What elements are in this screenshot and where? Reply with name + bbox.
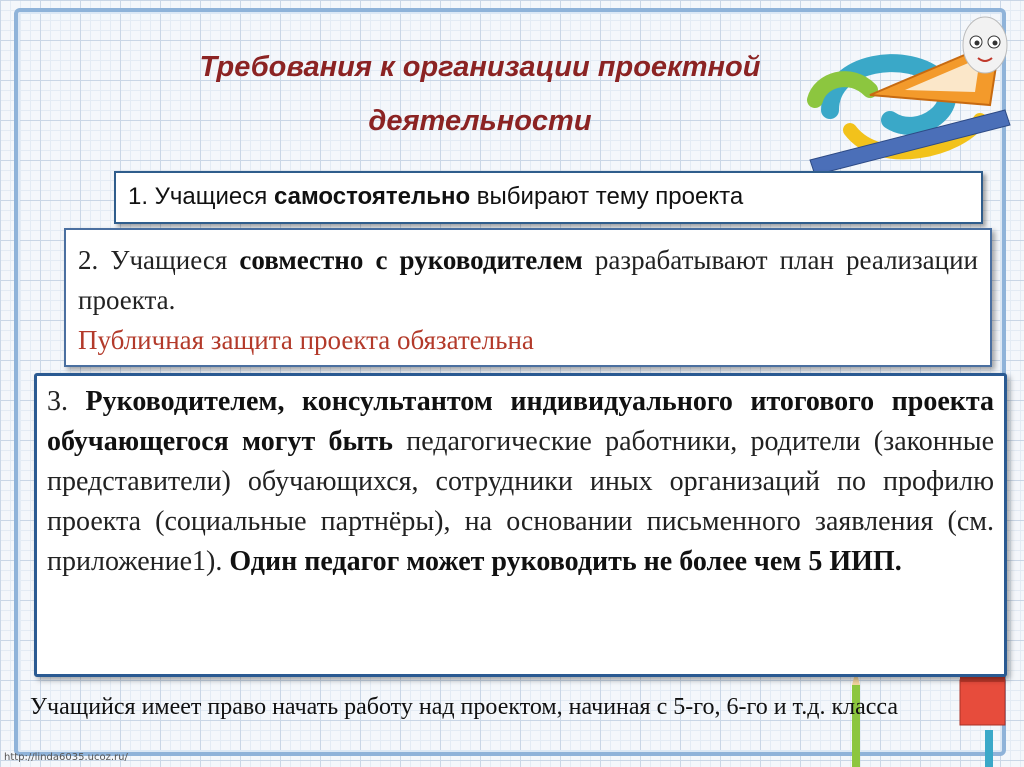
- requirement-1-box: [114, 171, 983, 224]
- requirement-3-prefix: 3.: [47, 386, 86, 417]
- requirement-2-text: [78, 240, 978, 320]
- requirement-2-note: Публичная защита проекта обязательна: [78, 325, 534, 355]
- requirement-2-bold: совместно с руководителем: [239, 245, 583, 275]
- requirement-3-middle: педагогические работники, родители (законные представители) обучающихся, сотрудники иных организаций по профилю проекта (социальные партнёры), на основании письменного заявления (см. приложение1).: [47, 426, 995, 577]
- requirement-2-prefix: 2. Учащиеся: [78, 245, 240, 275]
- footer-note: Учащийся имеет право начать работу над проектом, начиная с 5-го, 6-го и т.д. класса: [30, 694, 898, 720]
- requirement-2-suffix: разрабатывают план реализации проекта.: [78, 245, 978, 315]
- source-url[interactable]: http://linda6035.ucoz.ru/: [4, 752, 128, 763]
- requirement-3-bold-2: Один педагог может руководить не более чем 5 ИИП.: [229, 546, 902, 577]
- title-line-1: Требования к организации проектной: [199, 51, 761, 83]
- requirement-3-box: [34, 373, 1007, 677]
- title-line-2: деятельности: [368, 105, 592, 137]
- page-title: [130, 40, 830, 148]
- requirement-2-box: [64, 228, 992, 367]
- requirement-3-bold-1: Руководителем, консультантом индивидуального итогового проекта обучающегося могут быть: [47, 386, 994, 457]
- requirement-1-prefix: 1. Учащиеся: [128, 183, 274, 210]
- requirement-1-bold: самостоятельно: [273, 183, 471, 210]
- requirement-1-suffix: выбирают тему проекта: [470, 183, 744, 210]
